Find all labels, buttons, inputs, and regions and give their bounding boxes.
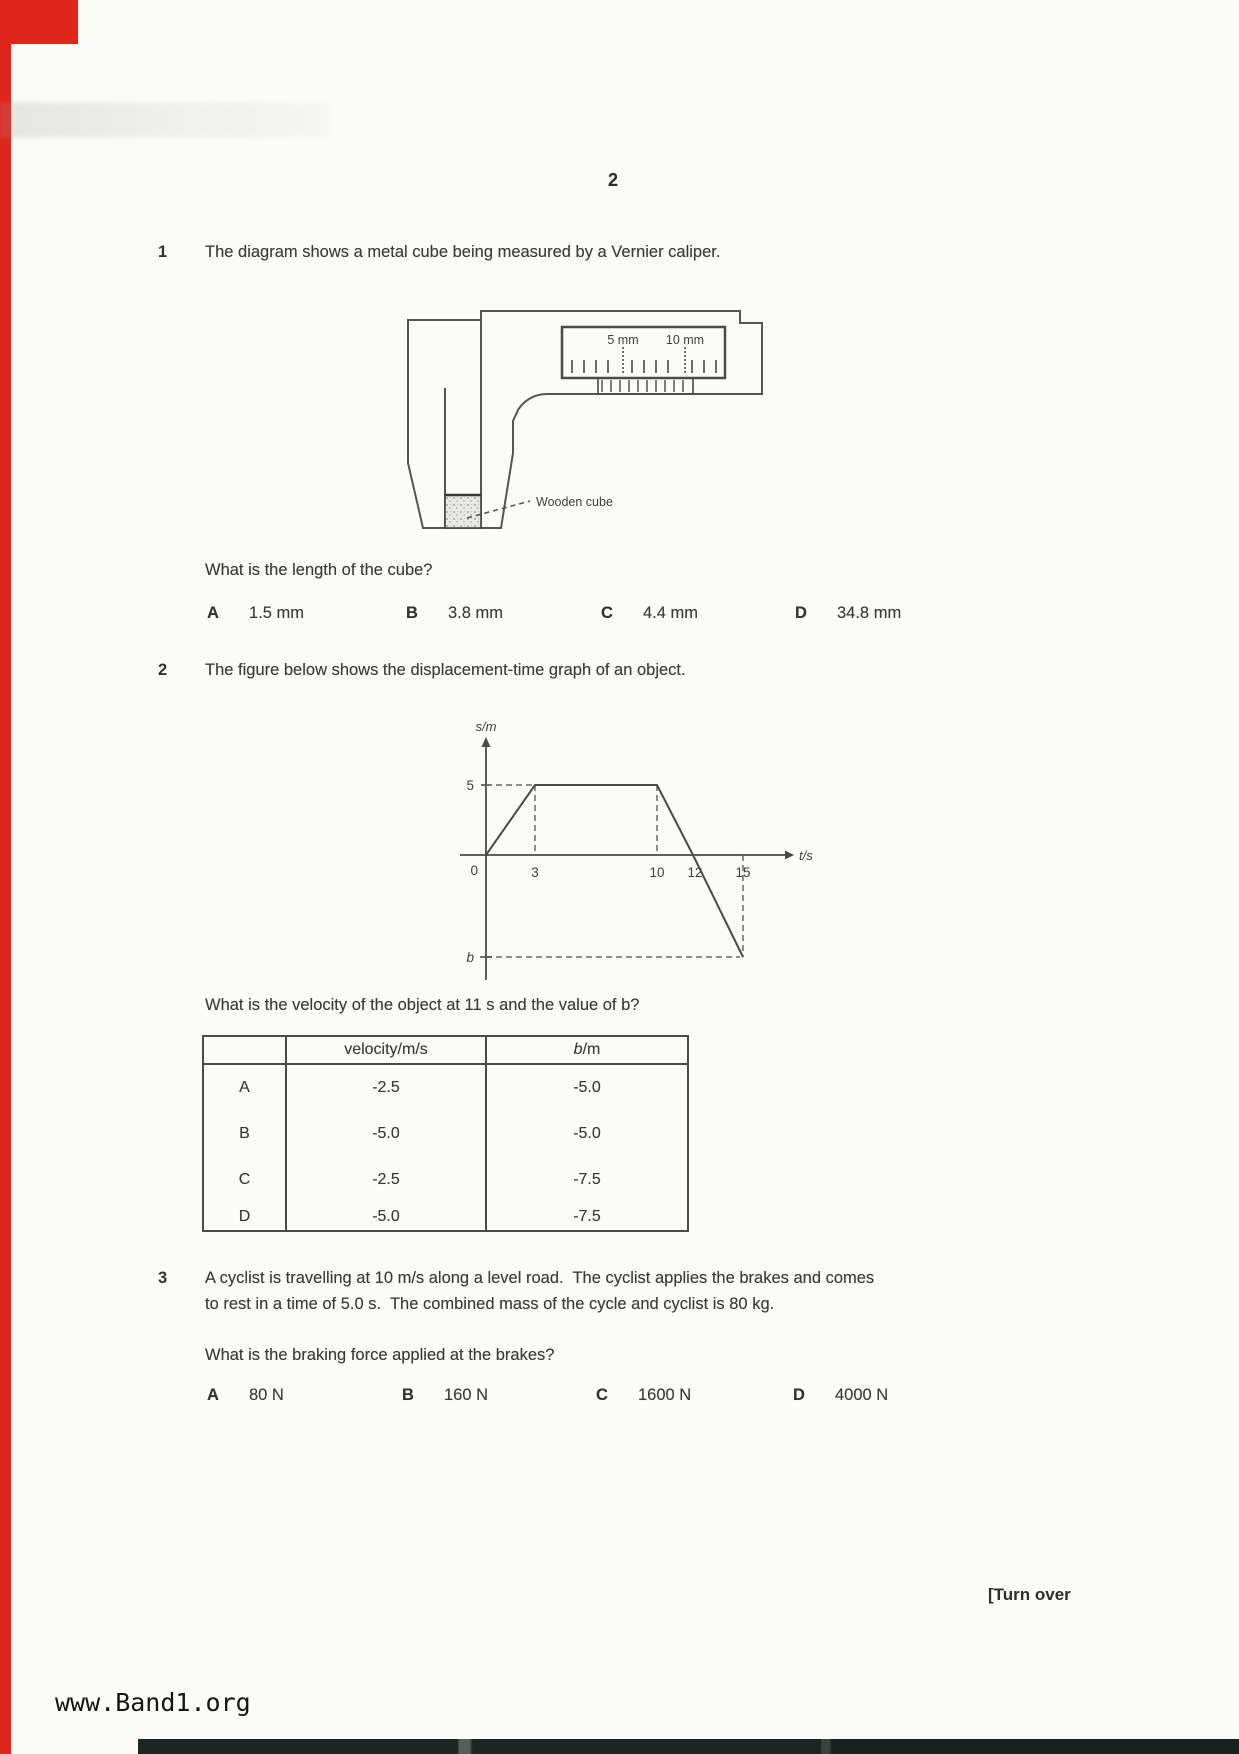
q3-option-c-value: 1600 N — [638, 1386, 692, 1404]
table-header-velocity: velocity/m/s — [287, 1037, 487, 1065]
graph-b-label: b — [466, 950, 474, 965]
q3-text-line2: to rest in a time of 5.0 s. The combined mass of the cycle and cyclist is 80 kg. — [205, 1295, 775, 1313]
graph-y-axis-label: s/m — [475, 719, 497, 734]
turn-over-label: [Turn over — [988, 1585, 1071, 1604]
q3-option-c-letter: C — [596, 1386, 608, 1404]
q1-option-d-value: 34.8 mm — [837, 604, 902, 622]
caliper-vernier-slider — [598, 378, 693, 394]
scan-red-left-stripe — [0, 0, 11, 1754]
graph-x-axis-label: t/s — [799, 848, 813, 863]
table-row-a-b: -5.0 — [573, 1079, 601, 1096]
scan-smudge — [0, 102, 330, 138]
table-row-c-velocity: -2.5 — [287, 1157, 487, 1203]
q1-number: 1 — [158, 243, 168, 261]
q3-option-b-letter: B — [402, 1386, 414, 1404]
table-row-c-letter: C — [204, 1157, 287, 1203]
q1-option-b-letter: B — [406, 604, 418, 622]
graph-dashed-lines — [486, 785, 743, 957]
table-row-d-letter: D — [204, 1203, 287, 1230]
graph-xtick-10: 10 — [649, 865, 665, 880]
table-row-d-b: -7.5 — [573, 1207, 601, 1225]
caliper-scale-label-10mm: 10 mm — [665, 333, 705, 347]
site-watermark: www.Band1.org — [55, 1688, 251, 1717]
table-row-b-letter: B — [204, 1111, 287, 1157]
q1-option-a-letter: A — [207, 604, 219, 622]
q1-option-b-value: 3.8 mm — [448, 604, 504, 622]
graph-xtick-15: 15 — [735, 865, 751, 880]
q2-text: The figure below shows the displacement-time graph of an object. — [205, 661, 686, 679]
q1-option-a-value: 1.5 mm — [249, 604, 305, 622]
graph-xtick-3: 3 — [531, 865, 539, 880]
q3-option-a-value: 80 N — [249, 1386, 284, 1404]
table-row-a-velocity: -2.5 — [287, 1065, 487, 1111]
displacement-time-graph — [400, 630, 820, 980]
q3-question: What is the braking force applied at the brakes? — [205, 1346, 555, 1364]
q1-question: What is the length of the cube? — [205, 561, 433, 579]
graph-origin-0: 0 — [470, 863, 478, 878]
q2-question: What is the velocity of the object at 11 s and the value of b? — [205, 996, 640, 1014]
table-row-d-velocity: -5.0 — [287, 1203, 487, 1230]
graph-data-line — [486, 785, 743, 957]
measured-cube — [445, 495, 481, 528]
q3-number: 3 — [158, 1269, 168, 1287]
q3-option-d-letter: D — [793, 1386, 805, 1404]
scan-red-top-corner — [0, 0, 78, 44]
table-row-c-b: -7.5 — [573, 1171, 601, 1188]
q2-answer-table — [202, 1035, 689, 1232]
q3-text-line1: A cyclist is travelling at 10 m/s along a level road. The cyclist applies the brakes and comes — [205, 1269, 875, 1287]
q1-option-c-value: 4.4 mm — [643, 604, 699, 622]
graph-xtick-12: 12 — [687, 865, 703, 880]
caliper-main-scale-ticks — [572, 347, 716, 373]
q2-number: 2 — [158, 661, 168, 679]
caliper-vernier-ticks — [602, 380, 683, 392]
cube-callout-label: Wooden cube — [536, 495, 613, 509]
page-number: 2 — [608, 170, 619, 190]
table-header-blank — [204, 1037, 287, 1065]
q1-text: The diagram shows a metal cube being measured by a Vernier caliper. — [205, 243, 721, 261]
vernier-caliper-diagram — [340, 265, 780, 545]
table-header-b: b /m — [487, 1037, 687, 1065]
q1-option-d-letter: D — [795, 604, 807, 622]
scan-bottom-bar — [138, 1739, 1239, 1754]
table-row-b-velocity: -5.0 — [287, 1111, 487, 1157]
graph-x-axis-arrow — [785, 851, 794, 860]
graph-ytick-5: 5 — [466, 778, 474, 793]
table-row-b-b: -5.0 — [573, 1125, 601, 1142]
q3-option-b-value: 160 N — [444, 1386, 489, 1404]
q1-option-c-letter: C — [601, 604, 613, 622]
q3-option-d-value: 4000 N — [835, 1386, 889, 1404]
caliper-scale-label-5mm: 5 mm — [607, 333, 639, 347]
q3-option-a-letter: A — [207, 1386, 219, 1404]
table-row-a-letter: A — [204, 1065, 287, 1111]
